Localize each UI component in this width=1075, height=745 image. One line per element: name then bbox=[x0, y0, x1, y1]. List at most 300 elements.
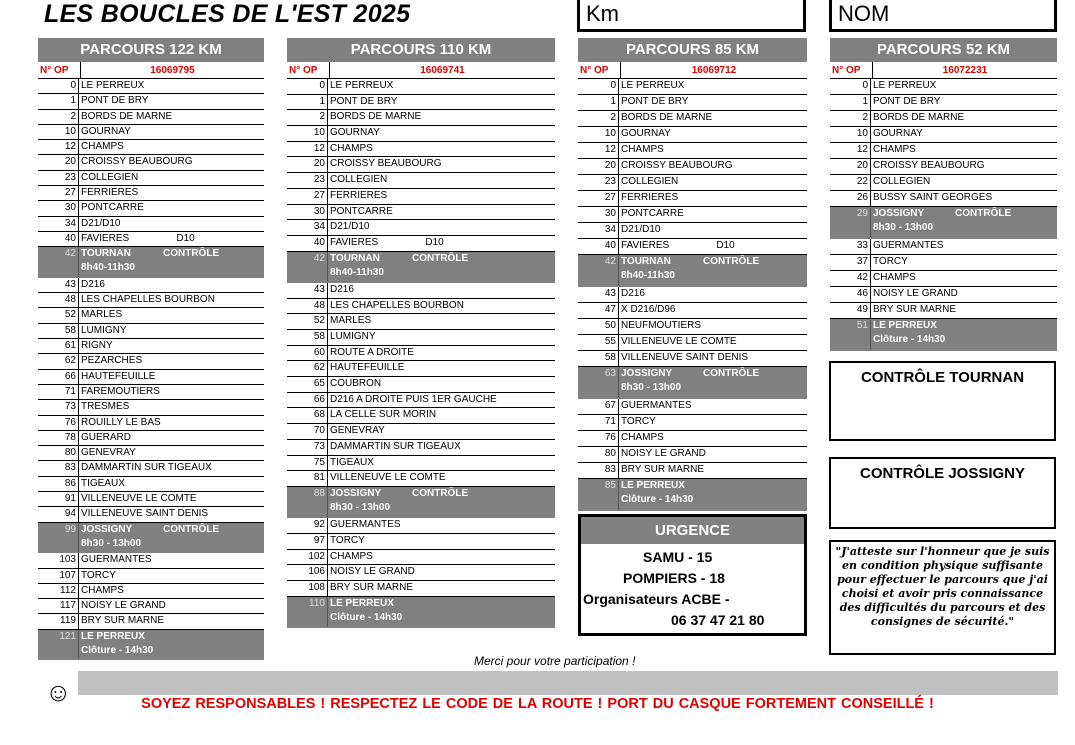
place-name: PONTCARRE bbox=[78, 201, 264, 215]
checkpoint-hours: 8h30 - 13h00 bbox=[621, 382, 682, 393]
checkpoint-row bbox=[38, 523, 264, 554]
km-value: 58 bbox=[64, 324, 76, 336]
km-value: 40 bbox=[604, 240, 616, 251]
km-value: 110 bbox=[309, 597, 325, 609]
km-value: 43 bbox=[64, 278, 76, 290]
route-row bbox=[287, 581, 555, 597]
route-row bbox=[578, 335, 807, 351]
place-name: TOURNAN bbox=[330, 252, 380, 264]
route-row bbox=[830, 271, 1057, 287]
route-row bbox=[38, 569, 264, 584]
route-row bbox=[38, 614, 264, 629]
place-name: GOURNAY bbox=[78, 125, 264, 139]
place-name: PEZARCHES bbox=[78, 354, 264, 368]
place-name: NOISY LE GRAND bbox=[78, 599, 264, 613]
km-value: 26 bbox=[856, 192, 868, 203]
km-field[interactable]: Km bbox=[577, 0, 806, 32]
checkpoint-row bbox=[830, 319, 1057, 351]
route-row bbox=[578, 447, 807, 463]
km-value: 48 bbox=[313, 299, 325, 311]
place-name: COLLEGIEN bbox=[78, 171, 264, 185]
km-value: 0 bbox=[319, 80, 325, 91]
route-row bbox=[830, 143, 1057, 159]
place-name: CHAMPS bbox=[327, 142, 555, 157]
route-row bbox=[38, 171, 264, 186]
route-row bbox=[38, 599, 264, 614]
km-value: 20 bbox=[64, 156, 76, 168]
route-row bbox=[830, 175, 1057, 191]
route-85km bbox=[578, 38, 807, 511]
km-value: 37 bbox=[856, 256, 868, 267]
km-value: 88 bbox=[313, 487, 325, 499]
checkpoint-row bbox=[287, 487, 555, 518]
route-row bbox=[578, 111, 807, 127]
route-row bbox=[287, 550, 555, 566]
km-value: 70 bbox=[313, 425, 325, 437]
route-row bbox=[578, 95, 807, 111]
place-name: HAUTEFEUILLE bbox=[78, 370, 264, 384]
km-value: 80 bbox=[604, 448, 616, 459]
route-row bbox=[578, 431, 807, 447]
route-row bbox=[578, 399, 807, 415]
km-value: 29 bbox=[856, 208, 868, 219]
route-row bbox=[287, 142, 555, 158]
km-value: 27 bbox=[604, 192, 616, 203]
route-row bbox=[578, 303, 807, 319]
km-value: 73 bbox=[64, 401, 76, 413]
km-value: 10 bbox=[604, 128, 616, 139]
place-name: GUERARD bbox=[78, 431, 264, 445]
route-row bbox=[287, 330, 555, 346]
route-row bbox=[38, 553, 264, 568]
control-label: CONTRÔLE bbox=[163, 248, 220, 260]
place-name: DAMMARTIN SUR TIGEAUX bbox=[78, 461, 264, 475]
phone-line: 06 37 47 21 80 bbox=[671, 612, 765, 628]
place-name: PONT DE BRY bbox=[327, 95, 555, 110]
route-row bbox=[830, 303, 1057, 319]
km-value: 48 bbox=[64, 294, 76, 306]
place-name: D21/D10 bbox=[78, 217, 264, 231]
route-title: PARCOURS 122 KM bbox=[38, 38, 264, 62]
route-row bbox=[287, 534, 555, 550]
control-jossigny-label: CONTRÔLE JOSSIGNY bbox=[859, 465, 1026, 482]
km-value: 2 bbox=[319, 111, 325, 123]
km-value: 0 bbox=[70, 80, 76, 91]
place-name: PONT DE BRY bbox=[618, 95, 807, 110]
km-value: 60 bbox=[313, 346, 325, 358]
km-value: 42 bbox=[64, 248, 76, 260]
op-number: 16069795 bbox=[80, 62, 264, 78]
place-name: BRY SUR MARNE bbox=[870, 303, 1057, 318]
km-value: 73 bbox=[313, 440, 325, 452]
route-row bbox=[830, 95, 1057, 111]
route-row bbox=[578, 463, 807, 479]
place-name: LE PERREUX bbox=[330, 597, 394, 609]
km-value: 2 bbox=[610, 112, 616, 123]
route-row bbox=[287, 393, 555, 409]
km-value: 81 bbox=[313, 472, 325, 484]
checkpoint-cell bbox=[327, 597, 555, 627]
km-value: 80 bbox=[64, 447, 76, 459]
place-name: BORDS DE MARNE bbox=[618, 111, 807, 126]
km-value: 117 bbox=[60, 600, 76, 612]
route-row bbox=[287, 205, 555, 221]
checkpoint-row bbox=[578, 479, 807, 511]
checkpoint-row bbox=[38, 630, 264, 661]
control-label: CONTRÔLE bbox=[412, 252, 469, 264]
place-name: LUMIGNY bbox=[78, 324, 264, 338]
route-row bbox=[38, 385, 264, 400]
km-value: 20 bbox=[856, 160, 868, 171]
km-value: 76 bbox=[604, 432, 616, 443]
km-value: 55 bbox=[604, 336, 616, 347]
place-name: FERRIERES bbox=[327, 189, 555, 204]
place-name: BRY SUR MARNE bbox=[78, 614, 264, 628]
control-jossigny-box[interactable] bbox=[829, 457, 1056, 529]
km-value: 91 bbox=[64, 493, 76, 505]
route-title: PARCOURS 85 KM bbox=[578, 38, 807, 62]
route-122km bbox=[38, 38, 264, 660]
place-name: NOISY LE GRAND bbox=[618, 447, 807, 462]
place-name: LES CHAPELLES BOURBON bbox=[78, 293, 264, 307]
km-value: 10 bbox=[856, 128, 868, 139]
checkpoint-row bbox=[287, 597, 555, 628]
route-row bbox=[578, 175, 807, 191]
place-name: TORCY bbox=[78, 569, 264, 583]
km-value: 1 bbox=[319, 95, 325, 107]
place-name: NOISY LE GRAND bbox=[327, 565, 555, 580]
place-name: FAVIERES D10 bbox=[327, 236, 555, 251]
place-name: COUBRON bbox=[327, 377, 555, 392]
km-value: 65 bbox=[313, 378, 325, 390]
place-name: BRY SUR MARNE bbox=[618, 463, 807, 478]
route-title: PARCOURS 52 KM bbox=[830, 38, 1057, 62]
place-name: LE PERREUX bbox=[81, 630, 145, 642]
control-tournan-box[interactable] bbox=[829, 361, 1056, 441]
km-value: 103 bbox=[59, 554, 76, 566]
place-name: VILLENEUVE LE COMTE bbox=[327, 471, 555, 486]
route-row bbox=[287, 456, 555, 472]
km-value: 20 bbox=[604, 160, 616, 171]
place-name: D21/D10 bbox=[327, 220, 555, 235]
place-name: BORDS DE MARNE bbox=[327, 110, 555, 125]
control-label: CONTRÔLE bbox=[703, 256, 760, 267]
route-row bbox=[38, 140, 264, 155]
place-name: TORCY bbox=[327, 534, 555, 549]
route-row bbox=[578, 127, 807, 143]
route-row bbox=[287, 173, 555, 189]
place-name: JOSSIGNY bbox=[81, 523, 133, 535]
checkpoint-row bbox=[38, 247, 264, 278]
organisateurs-line: Organisateurs ACBE - bbox=[583, 591, 730, 607]
route-row bbox=[287, 440, 555, 456]
place-name: TIGEAUX bbox=[327, 456, 555, 471]
km-value: 49 bbox=[856, 304, 868, 315]
place-name: GENEVRAY bbox=[78, 446, 264, 460]
control-tournan-label: CONTRÔLE TOURNAN bbox=[860, 369, 1025, 386]
checkpoint-hours: Clôture - 14h30 bbox=[873, 334, 946, 345]
place-name: PONTCARRE bbox=[618, 207, 807, 222]
route-row bbox=[830, 239, 1057, 255]
place-name: VILLENEUVE SAINT DENIS bbox=[78, 507, 264, 521]
place-name: MARLES bbox=[78, 308, 264, 322]
place-name: BORDS DE MARNE bbox=[78, 110, 264, 124]
nom-field[interactable]: NOM bbox=[829, 0, 1057, 32]
route-row bbox=[830, 127, 1057, 143]
place-name: TOURNAN bbox=[621, 256, 671, 267]
place-name: TRESMES bbox=[78, 400, 264, 414]
place-name: RIGNY bbox=[78, 339, 264, 353]
km-value: 47 bbox=[604, 304, 616, 315]
km-value: 94 bbox=[64, 508, 76, 520]
checkpoint-cell bbox=[618, 479, 807, 510]
km-value: 108 bbox=[308, 582, 325, 594]
km-value: 52 bbox=[64, 309, 76, 321]
place-name: GOURNAY bbox=[870, 127, 1057, 142]
place-name: CHAMPS bbox=[327, 550, 555, 565]
place-name: LE PERREUX bbox=[873, 320, 937, 331]
place-name: LE PERREUX bbox=[621, 480, 685, 491]
km-value: 20 bbox=[313, 158, 325, 170]
route-row bbox=[287, 314, 555, 330]
km-value: 0 bbox=[610, 80, 616, 91]
km-value: 112 bbox=[60, 584, 76, 596]
op-number: 16069712 bbox=[620, 62, 807, 78]
km-value: 12 bbox=[604, 144, 616, 155]
km-value: 78 bbox=[64, 431, 76, 443]
op-number-row bbox=[287, 62, 555, 79]
urgence-box bbox=[578, 514, 807, 636]
km-value: 12 bbox=[64, 141, 76, 153]
km-value: 68 bbox=[313, 409, 325, 421]
km-value: 86 bbox=[64, 477, 76, 489]
route-row bbox=[38, 477, 264, 492]
km-value: 102 bbox=[308, 550, 325, 562]
place-name: X D216/D96 bbox=[618, 303, 807, 318]
km-value: 85 bbox=[604, 480, 616, 491]
route-row bbox=[38, 232, 264, 247]
km-value: 30 bbox=[604, 208, 616, 219]
route-row bbox=[830, 79, 1057, 95]
place-name: LE PERREUX bbox=[870, 79, 1057, 94]
place-name: JOSSIGNY bbox=[873, 208, 925, 219]
checkpoint-hours: Clôture - 14h30 bbox=[330, 611, 403, 623]
route-row bbox=[287, 471, 555, 487]
route-row bbox=[287, 518, 555, 534]
checkpoint-hours: 8h40-11h30 bbox=[81, 262, 135, 274]
place-name: LA CELLE SUR MORIN bbox=[327, 408, 555, 423]
km-value: 1 bbox=[610, 96, 616, 107]
km-value: 50 bbox=[604, 320, 616, 331]
checkpoint-hours: 8h30 - 13h00 bbox=[81, 537, 142, 549]
km-value: 99 bbox=[64, 523, 76, 535]
route-row bbox=[38, 79, 264, 94]
route-row bbox=[287, 157, 555, 173]
route-row bbox=[38, 155, 264, 170]
place-name: GUERMANTES bbox=[870, 239, 1057, 254]
km-value: 63 bbox=[604, 368, 616, 379]
km-value: 42 bbox=[856, 272, 868, 283]
pompiers-line: POMPIERS - 18 bbox=[623, 570, 725, 586]
route-row bbox=[287, 346, 555, 362]
route-row bbox=[38, 293, 264, 308]
place-name: CHAMPS bbox=[618, 431, 807, 446]
checkpoint-cell bbox=[618, 367, 807, 398]
route-row bbox=[287, 361, 555, 377]
place-name: COLLEGIEN bbox=[327, 173, 555, 188]
place-name: JOSSIGNY bbox=[330, 487, 382, 499]
place-name: FERRIERES bbox=[78, 186, 264, 200]
route-row bbox=[287, 126, 555, 142]
km-value: 40 bbox=[313, 236, 325, 248]
km-value: 75 bbox=[313, 456, 325, 468]
op-number: 16072231 bbox=[872, 62, 1057, 78]
km-value: 62 bbox=[64, 355, 76, 367]
km-value: 58 bbox=[313, 331, 325, 343]
place-name: LE PERREUX bbox=[327, 79, 555, 94]
km-value: 106 bbox=[308, 566, 325, 578]
route-row bbox=[38, 217, 264, 232]
km-value: 58 bbox=[604, 352, 616, 363]
op-label: N° OP bbox=[40, 65, 69, 76]
route-row bbox=[38, 492, 264, 507]
place-name: LUMIGNY bbox=[327, 330, 555, 345]
place-name: VILLENEUVE SAINT DENIS bbox=[618, 351, 807, 366]
km-value: 107 bbox=[59, 569, 76, 581]
km-value: 30 bbox=[64, 202, 76, 214]
place-name: LES CHAPELLES BOURBON bbox=[327, 299, 555, 314]
checkpoint-cell bbox=[327, 252, 555, 282]
place-name: CROISSY BEAUBOURG bbox=[870, 159, 1057, 174]
place-name: NOISY LE GRAND bbox=[870, 287, 1057, 302]
route-row bbox=[578, 223, 807, 239]
km-value: 71 bbox=[604, 416, 616, 427]
route-row bbox=[38, 94, 264, 109]
km-value: 83 bbox=[64, 462, 76, 474]
place-name: DAMMARTIN SUR TIGEAUX bbox=[327, 440, 555, 455]
km-value: 12 bbox=[856, 144, 868, 155]
place-name: LE PERREUX bbox=[618, 79, 807, 94]
checkpoint-cell bbox=[870, 319, 1057, 350]
place-name: CHAMPS bbox=[870, 143, 1057, 158]
checkpoint-hours: Clôture - 14h30 bbox=[81, 644, 154, 656]
place-name: ROUTE A DROITE bbox=[327, 346, 555, 361]
route-row bbox=[578, 207, 807, 223]
route-row bbox=[287, 565, 555, 581]
route-row bbox=[38, 354, 264, 369]
checkpoint-row bbox=[287, 252, 555, 283]
km-value: 34 bbox=[64, 217, 76, 229]
route-row bbox=[287, 377, 555, 393]
km-value: 97 bbox=[313, 534, 325, 546]
km-value: 40 bbox=[64, 232, 76, 244]
attestation-text: "J'atteste sur l'honneur que je suis en condition physique suffisante pour effectuer le parcours que j'ai choisi et avoir pris connaissance des difficultés du parcours et des consignes de sécurité." bbox=[829, 540, 1056, 655]
page-title: LES BOUCLES DE L'EST 2025 bbox=[44, 0, 411, 28]
route-row bbox=[38, 431, 264, 446]
route-row bbox=[578, 143, 807, 159]
place-name: FERRIERES bbox=[618, 191, 807, 206]
route-row bbox=[578, 415, 807, 431]
route-row bbox=[38, 370, 264, 385]
route-title: PARCOURS 110 KM bbox=[287, 38, 555, 62]
place-name: LE PERREUX bbox=[78, 79, 264, 93]
route-row bbox=[38, 400, 264, 415]
route-row bbox=[578, 351, 807, 367]
route-row bbox=[38, 416, 264, 431]
control-label: CONTRÔLE bbox=[955, 208, 1012, 219]
km-value: 62 bbox=[313, 362, 325, 374]
route-row bbox=[830, 287, 1057, 303]
checkpoint-cell bbox=[78, 630, 264, 660]
place-name: BRY SUR MARNE bbox=[327, 581, 555, 596]
checkpoint-hours: 8h40-11h30 bbox=[330, 266, 384, 278]
place-name: GUERMANTES bbox=[327, 518, 555, 533]
km-value: 34 bbox=[604, 224, 616, 235]
place-name: VILLENEUVE LE COMTE bbox=[618, 335, 807, 350]
checkpoint-hours: 8h40-11h30 bbox=[621, 270, 675, 281]
checkpoint-cell bbox=[327, 487, 555, 517]
km-value: 92 bbox=[313, 519, 325, 531]
km-value: 43 bbox=[604, 288, 616, 299]
km-value: 46 bbox=[856, 288, 868, 299]
route-row bbox=[578, 239, 807, 255]
km-value: 66 bbox=[64, 370, 76, 382]
route-row bbox=[287, 95, 555, 111]
km-value: 43 bbox=[313, 283, 325, 295]
km-value: 121 bbox=[59, 630, 76, 642]
place-name: ROUILLY LE BAS bbox=[78, 416, 264, 430]
route-row bbox=[38, 446, 264, 461]
place-name: BUSSY SAINT GEORGES bbox=[870, 191, 1057, 206]
route-row bbox=[287, 299, 555, 315]
op-label: N° OP bbox=[580, 65, 609, 76]
place-name: CHAMPS bbox=[78, 584, 264, 598]
checkpoint-cell bbox=[870, 207, 1057, 238]
km-value: 23 bbox=[313, 174, 325, 186]
km-value: 42 bbox=[313, 252, 325, 264]
place-name: GENEVRAY bbox=[327, 424, 555, 439]
route-row bbox=[578, 79, 807, 95]
place-name: NEUFMOUTIERS bbox=[618, 319, 807, 334]
route-52km bbox=[830, 38, 1057, 351]
samu-line: SAMU - 15 bbox=[643, 549, 713, 565]
km-value: 66 bbox=[313, 393, 325, 405]
route-row bbox=[578, 191, 807, 207]
place-name: D216 bbox=[78, 278, 264, 292]
op-number-row bbox=[578, 62, 807, 79]
place-name: TOURNAN bbox=[81, 248, 131, 260]
place-name: COLLEGIEN bbox=[870, 175, 1057, 190]
route-row bbox=[38, 308, 264, 323]
route-row bbox=[38, 201, 264, 216]
route-row bbox=[287, 236, 555, 252]
urgence-title: URGENCE bbox=[581, 517, 804, 544]
gray-bar bbox=[78, 671, 1058, 695]
thanks-text: Merci pour votre participation ! bbox=[474, 654, 636, 668]
route-row bbox=[287, 220, 555, 236]
place-name: PONTCARRE bbox=[327, 205, 555, 220]
place-name: TORCY bbox=[618, 415, 807, 430]
control-label: CONTRÔLE bbox=[703, 368, 760, 379]
control-label: CONTRÔLE bbox=[163, 523, 220, 535]
place-name: FAREMOUTIERS bbox=[78, 385, 264, 399]
place-name: TIGEAUX bbox=[78, 477, 264, 491]
op-label: N° OP bbox=[289, 65, 318, 76]
place-name: GUERMANTES bbox=[78, 553, 264, 567]
place-name: COLLEGIEN bbox=[618, 175, 807, 190]
route-row bbox=[38, 461, 264, 476]
place-name: JOSSIGNY bbox=[621, 368, 673, 379]
